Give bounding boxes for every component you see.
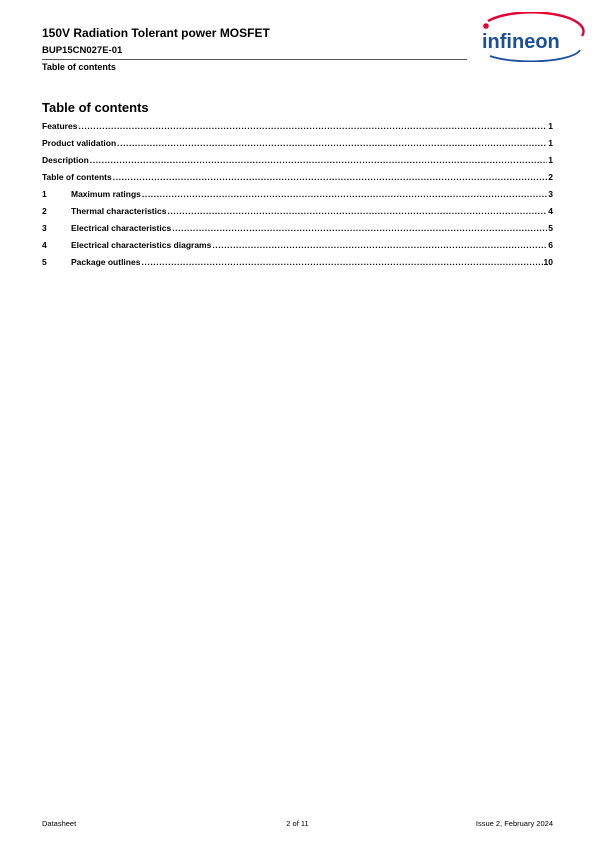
toc-dot-leader: [212, 240, 547, 250]
logo-wordmark: infineon: [482, 31, 560, 53]
toc-entry[interactable]: [42, 172, 553, 189]
toc-entry[interactable]: [42, 257, 553, 274]
toc-entry[interactable]: [42, 155, 553, 172]
footer-issue: Issue 2, February 2024: [475, 819, 553, 828]
toc-entry[interactable]: [42, 189, 553, 206]
toc-entry[interactable]: [42, 223, 553, 240]
toc-entry[interactable]: [42, 206, 553, 223]
toc-dot-leader: [167, 206, 547, 216]
toc-entry-label[interactable]: Features: [42, 121, 78, 131]
infineon-logo: [474, 12, 586, 62]
toc-entry-page[interactable]: 2: [548, 172, 553, 182]
toc-dot-leader: [142, 189, 547, 199]
toc-entry-page[interactable]: 6: [548, 240, 553, 250]
toc-entry-label[interactable]: Package outlines: [71, 257, 141, 267]
header-divider: [42, 59, 467, 60]
toc-entry-page[interactable]: 1: [548, 138, 553, 148]
section-name: Table of contents: [42, 62, 116, 72]
footer-page-number: 2 of 11: [286, 819, 309, 828]
toc-entry-number: 1: [42, 189, 47, 199]
toc-entry-label[interactable]: Thermal characteristics: [71, 206, 167, 216]
toc-entry-page[interactable]: 3: [548, 189, 553, 199]
toc-entry[interactable]: [42, 240, 553, 257]
document-title: 150V Radiation Tolerant power MOSFET: [42, 26, 270, 40]
toc-entry-label[interactable]: Electrical characteristics diagrams: [71, 240, 212, 250]
toc-entry-number: 4: [42, 240, 47, 250]
toc-dot-leader: [113, 172, 548, 182]
toc-entry-label[interactable]: Maximum ratings: [71, 189, 141, 199]
toc-entry[interactable]: [42, 138, 553, 155]
toc-entry-label[interactable]: Table of contents: [42, 172, 112, 182]
toc-entry-page[interactable]: 1: [548, 155, 553, 165]
toc-entry-page[interactable]: 1: [548, 121, 553, 131]
toc-dot-leader: [141, 257, 542, 267]
toc-list: [42, 121, 553, 274]
part-number: BUP15CN027E-01: [42, 45, 123, 56]
toc-entry-page[interactable]: 10: [543, 257, 553, 267]
toc-title: Table of contents: [42, 100, 149, 115]
toc-entry[interactable]: [42, 121, 553, 138]
toc-entry-page[interactable]: 5: [548, 223, 553, 233]
toc-entry-number: 3: [42, 223, 47, 233]
logo-dot: [483, 23, 489, 29]
toc-entry-number: 5: [42, 257, 47, 267]
toc-dot-leader: [117, 138, 547, 148]
toc-entry-page[interactable]: 4: [548, 206, 553, 216]
toc-entry-label[interactable]: Description: [42, 155, 89, 165]
toc-entry-label[interactable]: Product validation: [42, 138, 117, 148]
toc-entry-number: 2: [42, 206, 47, 216]
toc-entry-label[interactable]: Electrical characteristics: [71, 223, 172, 233]
toc-dot-leader: [172, 223, 547, 233]
toc-dot-leader: [90, 155, 548, 165]
footer-doc-type: Datasheet: [42, 819, 77, 828]
toc-dot-leader: [78, 121, 547, 131]
